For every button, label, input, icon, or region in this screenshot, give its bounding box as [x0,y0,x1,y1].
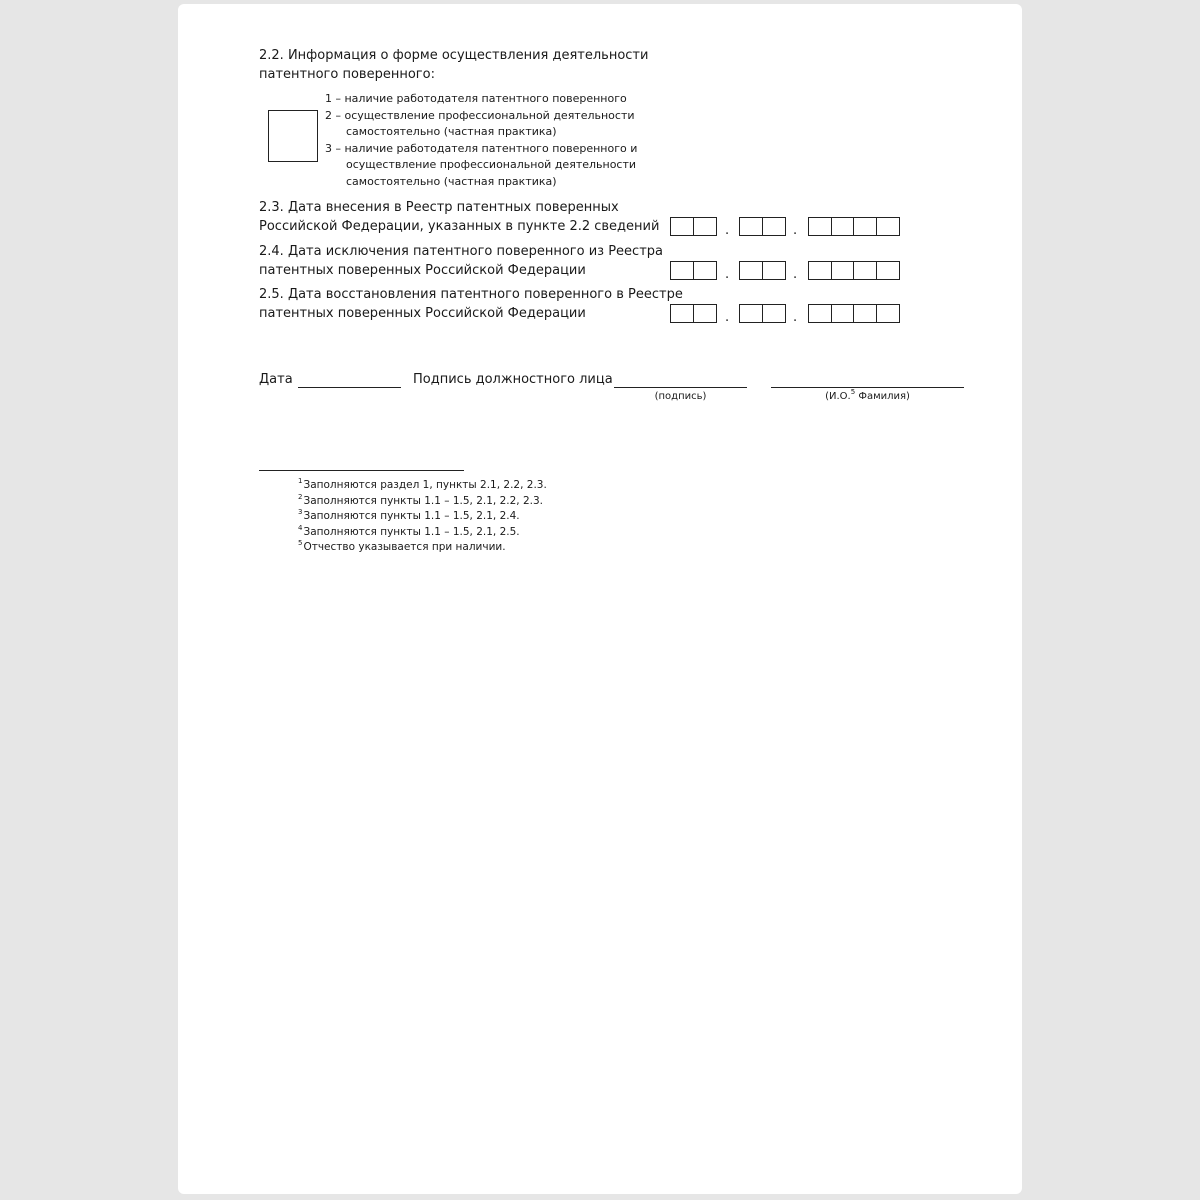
date-2-4-year[interactable] [808,261,900,280]
date-row-2-3-line2: Российской Федерации, указанных в пункте 2.2 сведений [259,219,660,234]
footnote-5-number: 5 [298,539,303,547]
footnote-2-text: Заполняются пункты 1.1 – 1.5, 2.1, 2.2, 2.3. [303,494,544,507]
name-caption [771,388,964,403]
activity-form-code-box[interactable] [268,110,318,162]
date-2-3-year[interactable] [808,217,900,236]
footnote-3-number: 3 [298,508,303,516]
footnote-5 [298,540,506,556]
date-row-2-5-label [259,285,683,323]
date-2-3-month[interactable] [739,217,786,236]
date-row-2-4-line2: патентных поверенных Российской Федерации [259,263,586,278]
name-line[interactable] [771,387,964,388]
date-2-4-month[interactable] [739,261,786,280]
name-caption-suffix: Фамилия) [855,391,910,402]
date-2-3-sep-2: . [793,223,798,238]
date-2-3-day[interactable] [670,217,717,236]
footnote-separator [259,470,464,471]
name-caption-prefix: (И.О. [825,391,851,402]
footnote-4 [298,525,520,541]
option-3-continued: осуществление профессиональной деятельности [346,158,637,171]
option-3: 3 – наличие работодателя патентного поверенного и [325,141,638,155]
signature-caption: (подпись) [654,391,707,402]
date-2-3-sep-1: . [725,223,730,238]
date-2-4-sep-2: . [793,267,798,282]
date-row-2-5-line1: 2.5. Дата восстановления патентного поверенного в Реестре [259,287,683,302]
footnote-4-number: 4 [298,523,303,532]
date-2-5-year[interactable] [808,304,900,323]
official-signature-label: Подпись должностного лица [413,372,613,387]
date-row-2-3-label [259,198,659,236]
option-3-continued-2: самостоятельно (частная практика) [346,174,557,188]
footnote-1-text: Заполняются раздел 1, пункты 2.1, 2.2, 2.3. [303,479,547,491]
date-row-2-5-line2: патентных поверенных Российской Федерации [259,306,586,321]
date-row-2-4-line1: 2.4. Дата исключения патентного поверенного из Реестра [259,244,663,259]
section-2-2-title [259,46,648,84]
section-2-2-title-line1: 2.2. Информация о форме осуществления деятельности [259,48,649,63]
footnote-1-number: 1 [298,477,303,485]
footnote-3-text: Заполняются пункты 1.1 – 1.5, 2.1, 2.4. [303,510,520,522]
date-2-5-sep-1: . [725,310,730,325]
footnote-4-text: Заполняются пункты 1.1 – 1.5, 2.1, 2.5. [303,525,520,538]
date-2-5-month[interactable] [739,304,786,323]
name-caption-footnote-ref: 5 [850,388,856,396]
option-1: 1 – наличие работодателя патентного поверенного [325,92,627,105]
option-2-continued: самостоятельно (частная практика) [346,125,557,138]
date-2-5-sep-2: . [793,310,798,325]
date-line[interactable] [298,387,401,388]
footnote-5-text: Отчество указывается при наличии. [303,541,506,553]
date-2-4-sep-1: . [725,267,730,282]
footnote-2-number: 2 [298,492,303,501]
footnote-3 [298,509,520,525]
date-row-2-4-label [259,242,663,280]
document-page [178,4,1022,1194]
date-row-2-3-line1: 2.3. Дата внесения в Реестр патентных поверенных [259,200,619,215]
option-2: 2 – осуществление профессиональной деятельности [325,108,635,122]
date-label: Дата [259,372,293,387]
footnote-2 [298,494,543,510]
section-2-2-title-line2: патентного поверенного: [259,67,435,82]
signature-line[interactable] [614,387,747,388]
date-2-5-day[interactable] [670,304,717,323]
footnote-1 [298,478,547,494]
date-2-4-day[interactable] [670,261,717,280]
